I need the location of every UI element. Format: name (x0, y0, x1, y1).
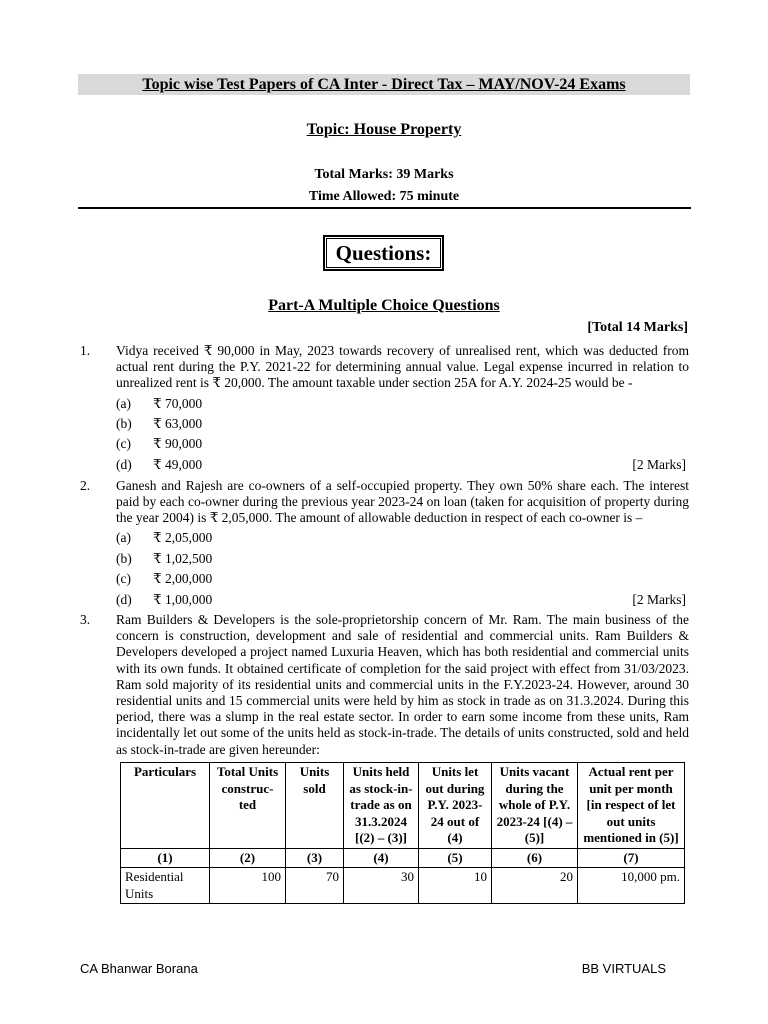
q2-number: 2. (80, 478, 91, 493)
table-column-number-row (121, 848, 685, 868)
part-a-title: Part-A Multiple Choice Questions (268, 297, 500, 314)
table-row (121, 868, 685, 904)
col-number: (6) (492, 848, 578, 868)
part-a-total-marks: [Total 14 Marks] (587, 320, 688, 335)
col-number: (2) (210, 848, 286, 868)
header-divider (78, 207, 691, 209)
col-number: (4) (344, 848, 419, 868)
col-number: (7) (578, 848, 685, 868)
document-banner (78, 74, 690, 95)
header-particulars: Particulars (121, 763, 210, 849)
cell-units-vacant: 20 (492, 868, 578, 904)
cell-particulars: Residential Units (121, 868, 210, 904)
footer-author: CA Bhanwar Borana (80, 961, 198, 976)
cell-actual-rent: 10,000 pm. (578, 868, 685, 904)
banner-title: Topic wise Test Papers of CA Inter - Direct Tax – MAY/NOV-24 Exams (142, 76, 626, 93)
q2-option-a: (a) ₹ 2,05,000 (116, 530, 213, 545)
q2-option-d: (d) ₹ 1,00,000 (116, 592, 213, 607)
header-units-stock: Units held as stock-in-trade as on 31.3.2024 [(2) – (3)] (344, 763, 419, 849)
table-header-row (121, 763, 685, 849)
q1-number: 1. (80, 343, 91, 358)
q1-option-d: (d) ₹ 49,000 (116, 457, 203, 472)
questions-heading: Questions: (323, 235, 444, 271)
header-units-let-out: Units let out during P.Y. 2023-24 out of (4) (419, 763, 492, 849)
col-number: (1) (121, 848, 210, 868)
topic-title: Topic: House Property (306, 121, 462, 138)
q1-option-a: (a) ₹ 70,000 (116, 396, 203, 411)
q2-marks: [2 Marks] (632, 592, 686, 607)
cell-units-let-out: 10 (419, 868, 492, 904)
cell-units-sold: 70 (286, 868, 344, 904)
time-allowed: Time Allowed: 75 minute (308, 189, 460, 204)
q2-option-b: (b) ₹ 1,02,500 (116, 551, 213, 566)
col-number: (3) (286, 848, 344, 868)
q1-option-b: (b) ₹ 63,000 (116, 416, 203, 431)
q2-text: Ganesh and Rajesh are co-owners of a self-occupied property. They own 50% share each. The interest paid by each co-owner during the previous year 2023-24 on loan (taken for acquisition of property during the year 2004) is ₹ 2,05,000. The amount of allowable deduction in respect of each co-owner is – (116, 478, 689, 526)
q1-marks: [2 Marks] (632, 457, 686, 472)
units-table (120, 762, 685, 904)
total-marks: Total Marks: 39 Marks (314, 167, 454, 182)
cell-units-stock: 30 (344, 868, 419, 904)
q1-option-c: (c) ₹ 90,000 (116, 436, 203, 451)
footer-brand: BB VIRTUALS (581, 961, 666, 976)
header-units-sold: Units sold (286, 763, 344, 849)
cell-total-units: 100 (210, 868, 286, 904)
q3-text: Ram Builders & Developers is the sole-proprietorship concern of Mr. Ram. The main business of the concern is construction, development and sale of residential and commercial units. Ram Builders & Developers developed a project named Luxuria Heaven, which has both residential and commercial units with its own funds. It obtained certificate of completion for the said project with effect from 31/03/2023. Ram sold majority of its residential units and commercial units in the F.Y.2023-24. However, around 30 residential units and 15 commercial units were held by him as stock in trade as on 31.3.2024. During this period, there was a slump in the real estate sector. In order to earn some income from these units, Ram incidentally let out some of the units held as stock-in-trade. The details of units constructed, sold and held as stock-in-trade are given hereunder: (116, 612, 689, 757)
header-actual-rent: Actual rent per unit per month [in respect of let out units mentioned in (5)] (578, 763, 685, 849)
q1-text: Vidya received ₹ 90,000 in May, 2023 towards recovery of unrealised rent, which was deducted from actual rent during the P.Y. 2021-22 for determining annual value. Legal expense incurred in relation to unrealized rent is ₹ 20,000. The amount taxable under section 25A for A.Y. 2024-25 would be - (116, 343, 689, 391)
header-units-vacant: Units vacant during the whole of P.Y. 2023-24 [(4) – (5)] (492, 763, 578, 849)
col-number: (5) (419, 848, 492, 868)
header-total-units: Total Units construc-ted (210, 763, 286, 849)
q3-number: 3. (80, 612, 91, 627)
q2-option-c: (c) ₹ 2,00,000 (116, 571, 213, 586)
